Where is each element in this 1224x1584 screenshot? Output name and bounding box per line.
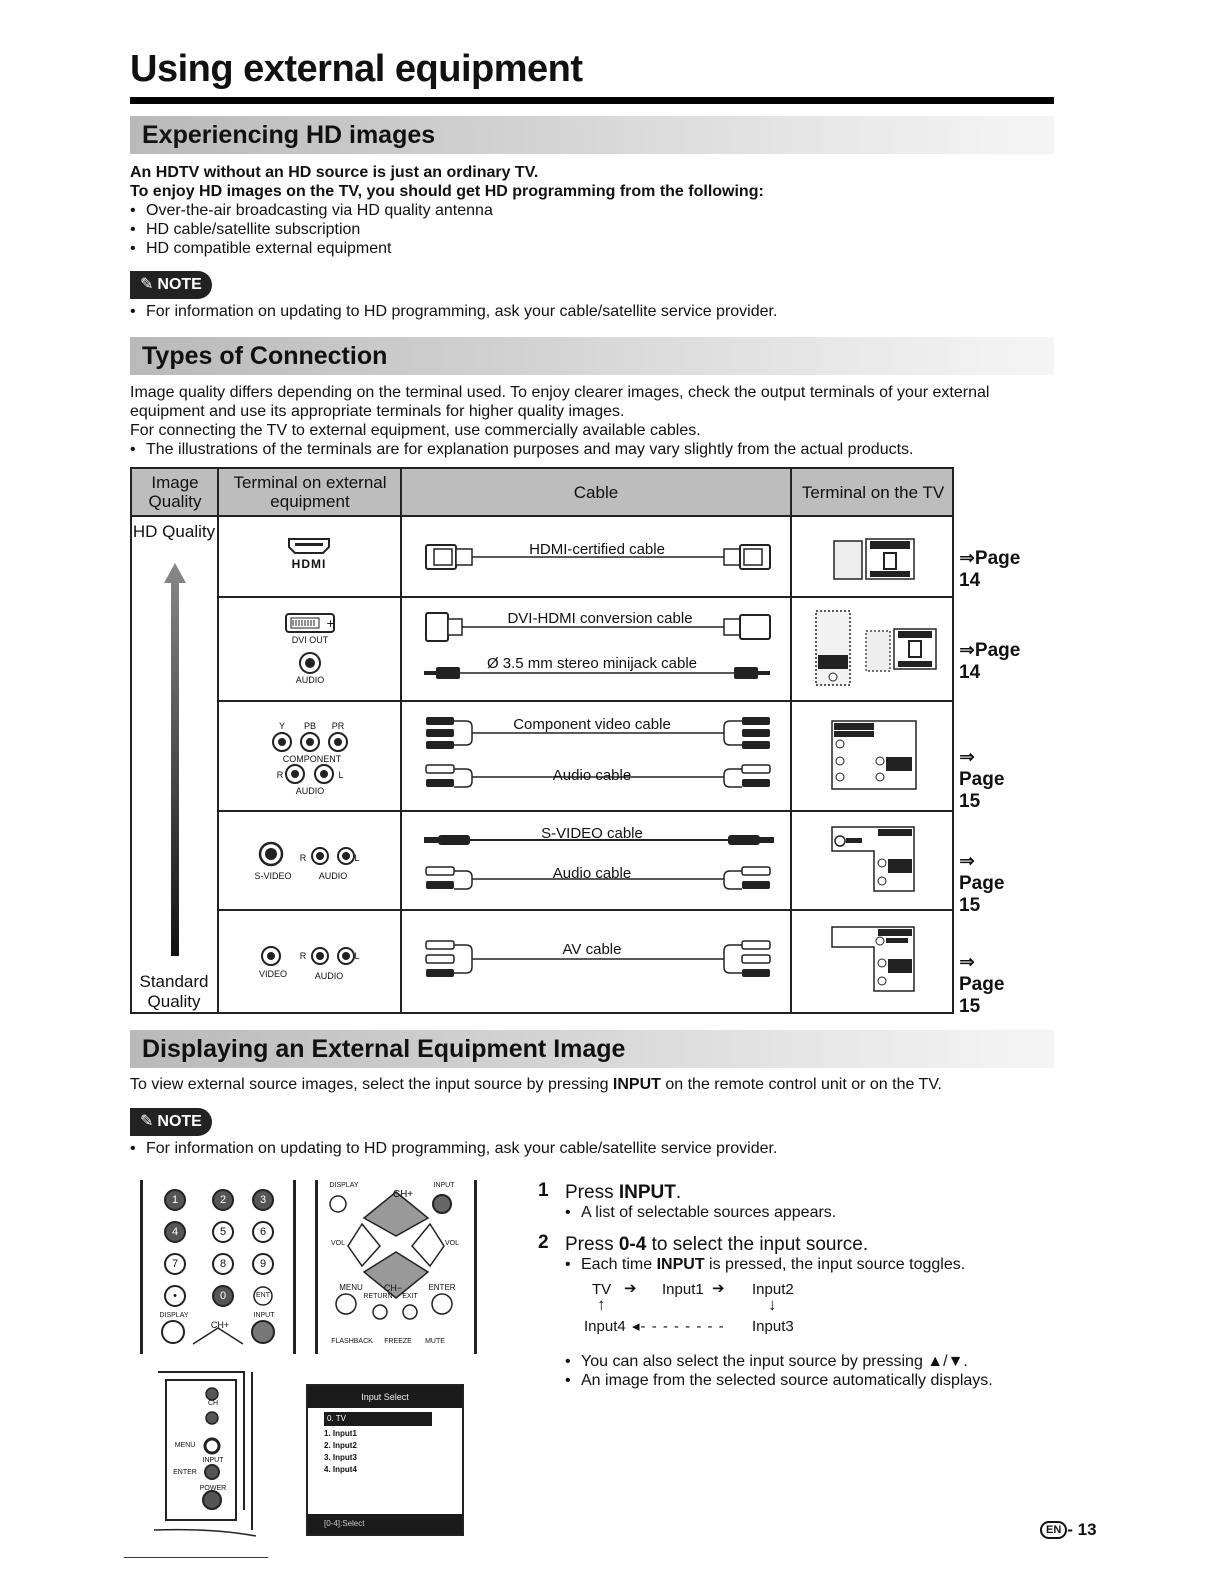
vol-plus-label: VOL	[444, 1240, 459, 1247]
types-para-1b: equipment and use its appropriate terminals for higher quality images.	[130, 403, 625, 420]
cycle-tv: TV	[592, 1281, 612, 1298]
section-display-title: Displaying an External Equipment Image	[142, 1035, 626, 1063]
enter-key-label: ENTER	[428, 1283, 456, 1292]
en-badge: EN	[1040, 1521, 1067, 1539]
hd-bullet: • HD cable/satellite subscription	[130, 220, 360, 239]
cable-label: Ø 3.5 mm stereo minijack cable	[486, 655, 698, 672]
dvi-out-label: DVI OUT	[291, 635, 329, 645]
y-label: Y	[278, 721, 285, 731]
step-text-part: .	[675, 1182, 682, 1203]
input-key-label: INPUT	[253, 1312, 275, 1319]
display-bullet: • An image from the selected source automatically displays.	[565, 1371, 993, 1390]
side-input-label: INPUT	[202, 1457, 224, 1464]
vol-minus-label: VOL	[330, 1240, 345, 1247]
remote-dpad-icon	[318, 1180, 474, 1354]
svideo-audio-jacks-icon	[258, 841, 364, 869]
mute-key-label: MUTE	[425, 1338, 445, 1345]
page-number	[1040, 1520, 1097, 1540]
arrow-right-icon: ➔	[624, 1280, 637, 1297]
col-image-quality: Image Quality	[148, 473, 202, 511]
row-divider	[218, 810, 954, 812]
cable-label: HDMI-certified cable	[529, 541, 665, 558]
row-divider	[218, 596, 954, 598]
ch-minus-label: CH−	[383, 1283, 403, 1293]
page-ref-link[interactable]: ⇒ Page 15	[959, 747, 1005, 812]
col-cable: Cable	[573, 482, 619, 502]
hd-lead-2: To enjoy HD images on the TV, you should get HD programming from the following:	[130, 183, 764, 200]
input-key-label: INPUT	[612, 1076, 661, 1093]
col-divider	[217, 469, 219, 1012]
side-menu-label: MENU	[174, 1442, 196, 1449]
key-dot: •	[173, 1290, 177, 1302]
video-audio-jacks-icon	[258, 945, 364, 969]
pencil-icon: ✎	[140, 276, 154, 293]
freeze-key-label: FREEZE	[384, 1338, 412, 1345]
key-8: 8	[219, 1258, 227, 1270]
arrow-right-icon: ➔	[712, 1280, 725, 1297]
step-1-text	[565, 1182, 681, 1204]
component-label: COMPONENT	[282, 754, 342, 764]
step-sub-part: is pressed, the input source toggles.	[704, 1256, 966, 1273]
connection-table	[130, 467, 1021, 1017]
key-2: 2	[219, 1194, 227, 1206]
range-key-label: 0-4	[618, 1234, 647, 1255]
key-1: 1	[171, 1194, 179, 1206]
cycle-input4: Input4	[584, 1318, 626, 1335]
note-badge	[130, 1108, 212, 1136]
osd-item[interactable]: 1. Input1	[324, 1429, 357, 1438]
hdmi-logo: HDMI	[291, 557, 327, 571]
input-key-label: INPUT	[656, 1256, 705, 1273]
cycle-input2: Input2	[752, 1281, 794, 1298]
row-divider	[218, 700, 954, 702]
side-ch-label: CH	[207, 1400, 219, 1407]
key-5: 5	[219, 1226, 227, 1238]
cable-label: Audio cable	[552, 767, 632, 784]
step-number: 1	[538, 1180, 549, 1201]
quality-standard-label: Standard Quality	[139, 972, 209, 1011]
ch-plus-label: CH+	[392, 1189, 414, 1200]
quality-arrow-icon	[162, 561, 188, 961]
types-para-1: Image quality differs depending on the terminal used. To enjoy clearer images, check the output terminals of your external	[130, 384, 990, 401]
quality-hd-label: HD Quality	[132, 522, 216, 541]
bottom-rule	[124, 1557, 268, 1558]
cable-label: AV cable	[562, 941, 622, 958]
ch-plus-label: CH+	[210, 1320, 230, 1330]
hd-bullet: • HD compatible external equipment	[130, 239, 391, 258]
step-1-sub: • A list of selectable sources appears.	[565, 1203, 836, 1222]
audio-r-label: R	[299, 853, 307, 863]
audio-label: AUDIO	[295, 675, 325, 685]
display-bullet: • You can also select the input source by pressing ▲/▼.	[565, 1352, 968, 1371]
key-ent: ENT	[256, 1292, 270, 1299]
step-2-sub	[565, 1255, 965, 1274]
input-select-osd	[306, 1384, 464, 1536]
svg-text:+: +	[326, 617, 336, 630]
display-key-label: DISPLAY	[159, 1312, 189, 1319]
osd-footer: [0-4]:Select	[308, 1514, 462, 1534]
pr-label: PR	[331, 721, 345, 731]
component-jacks-icon	[270, 731, 352, 753]
hdmi-port-icon	[287, 537, 331, 555]
remote-navigation-illustration	[315, 1180, 477, 1354]
page-title: Using external equipment	[130, 48, 583, 90]
audio-label: AUDIO	[318, 871, 348, 881]
audio-label: AUDIO	[314, 971, 344, 981]
col-divider	[790, 469, 792, 1012]
osd-item-selected[interactable]: 0. TV	[324, 1412, 432, 1426]
pencil-icon: ✎	[140, 1113, 154, 1130]
key-3: 3	[259, 1194, 267, 1206]
return-key-label: RETURN	[363, 1293, 393, 1300]
cable-label: Audio cable	[552, 865, 632, 882]
menu-key-label: MENU	[339, 1283, 363, 1292]
arrow-left-dashed-icon: ◂- - - - - - - -	[632, 1318, 725, 1335]
svideo-label: S-VIDEO	[254, 871, 292, 881]
audio-l-label: L	[338, 770, 344, 780]
step-2-text	[565, 1234, 868, 1256]
hd-note: • For information on updating to HD programming, ask your cable/satellite service provider.	[130, 302, 777, 321]
display-intro-text: To view external source images, select the input source by pressing	[130, 1076, 613, 1093]
audio-l-label: L	[354, 951, 360, 961]
cycle-input1: Input1	[662, 1281, 704, 1298]
cable-label: S-VIDEO cable	[541, 825, 643, 842]
cable-label: Component video cable	[513, 716, 671, 733]
input-key-label: INPUT	[433, 1182, 455, 1189]
section-display-heading	[130, 1030, 1054, 1068]
audio-r-label: R	[276, 770, 284, 780]
step-number: 2	[538, 1232, 549, 1253]
hd-lead-1: An HDTV without an HD source is just an ordinary TV.	[130, 164, 539, 181]
display-intro-text: on the remote control unit or on the TV.	[660, 1076, 942, 1093]
title-rule	[130, 97, 1054, 104]
audio-l-label: L	[354, 853, 360, 863]
tv-input3-hdmi-terminal	[832, 537, 918, 583]
audio-jacks-icon	[284, 763, 338, 785]
cycle-input3: Input3	[752, 1318, 794, 1335]
tv-side-panel-icon	[152, 1370, 262, 1540]
step-text-part: Press	[565, 1182, 619, 1203]
dvi-port-icon	[284, 612, 336, 634]
tv-input3-dvi-terminal	[814, 609, 938, 689]
remote-keypad-illustration	[140, 1180, 296, 1354]
flashback-key-label: FLASHBACK	[331, 1338, 373, 1345]
key-7: 7	[171, 1258, 179, 1270]
step-text-part: to select the input source.	[646, 1234, 869, 1255]
arrow-down-icon: ↓	[768, 1295, 777, 1314]
section-types-heading	[130, 337, 1054, 375]
step-text-part: Press	[565, 1234, 619, 1255]
types-para-2: For connecting the TV to external equipment, use commercially available cables.	[130, 422, 701, 439]
types-bullet: • The illustrations of the terminals are for explanation purposes and may vary slightly from the actual products.	[130, 440, 913, 459]
key-0: 0	[219, 1290, 227, 1302]
page-ref-link[interactable]: ⇒ Page 15	[959, 851, 1005, 916]
tv-input1-svideo-terminal	[830, 825, 918, 895]
osd-item[interactable]: 4. Input4	[324, 1465, 357, 1474]
section-hd-heading	[130, 116, 1054, 154]
col-divider	[400, 469, 402, 1012]
col-terminal-tv: Terminal on the TV	[801, 482, 945, 502]
table-header-row	[132, 469, 952, 517]
tv-input1-video-terminal	[830, 925, 918, 995]
cable-label: DVI-HDMI conversion cable	[507, 610, 693, 627]
note-label: NOTE	[157, 276, 202, 293]
col-terminal-external: Terminal on external equipment	[233, 473, 387, 511]
key-6: 6	[259, 1226, 267, 1238]
video-label: VIDEO	[258, 969, 287, 979]
osd-title: Input Select	[308, 1386, 462, 1408]
tv-input2-component-terminal	[830, 719, 918, 793]
note-badge	[130, 271, 212, 299]
page-number-text: - 13	[1067, 1520, 1097, 1539]
pb-label: PB	[303, 721, 316, 731]
osd-item[interactable]: 3. Input3	[324, 1453, 357, 1462]
osd-item[interactable]: 2. Input2	[324, 1441, 357, 1450]
section-types-title: Types of Connection	[142, 342, 388, 370]
note-label: NOTE	[157, 1113, 202, 1130]
row-divider	[218, 909, 954, 911]
key-4: 4	[171, 1226, 179, 1238]
hd-bullet: • Over-the-air broadcasting via HD quality antenna	[130, 201, 493, 220]
display-intro	[130, 1075, 942, 1094]
page-ref-link[interactable]: ⇒Page 14	[959, 640, 1021, 683]
audio-r-label: R	[299, 951, 307, 961]
arrow-up-icon: ↑	[597, 1295, 606, 1314]
audio-label: AUDIO	[295, 786, 325, 796]
step-sub-part: Each time	[581, 1256, 657, 1273]
page-ref-link[interactable]: ⇒Page 14	[959, 548, 1021, 591]
display-note: • For information on updating to HD programming, ask your cable/satellite service provider.	[130, 1139, 777, 1158]
exit-key-label: EXIT	[402, 1293, 418, 1300]
side-enter-label: ENTER	[173, 1469, 197, 1476]
side-power-label: POWER	[199, 1485, 227, 1492]
key-9: 9	[259, 1258, 267, 1270]
section-hd-title: Experiencing HD images	[142, 121, 436, 149]
input-key-label: INPUT	[618, 1182, 676, 1203]
audio-jack-icon	[298, 651, 322, 675]
display-key-label: DISPLAY	[329, 1182, 359, 1189]
page-ref-link[interactable]: ⇒ Page 15	[959, 952, 1005, 1017]
